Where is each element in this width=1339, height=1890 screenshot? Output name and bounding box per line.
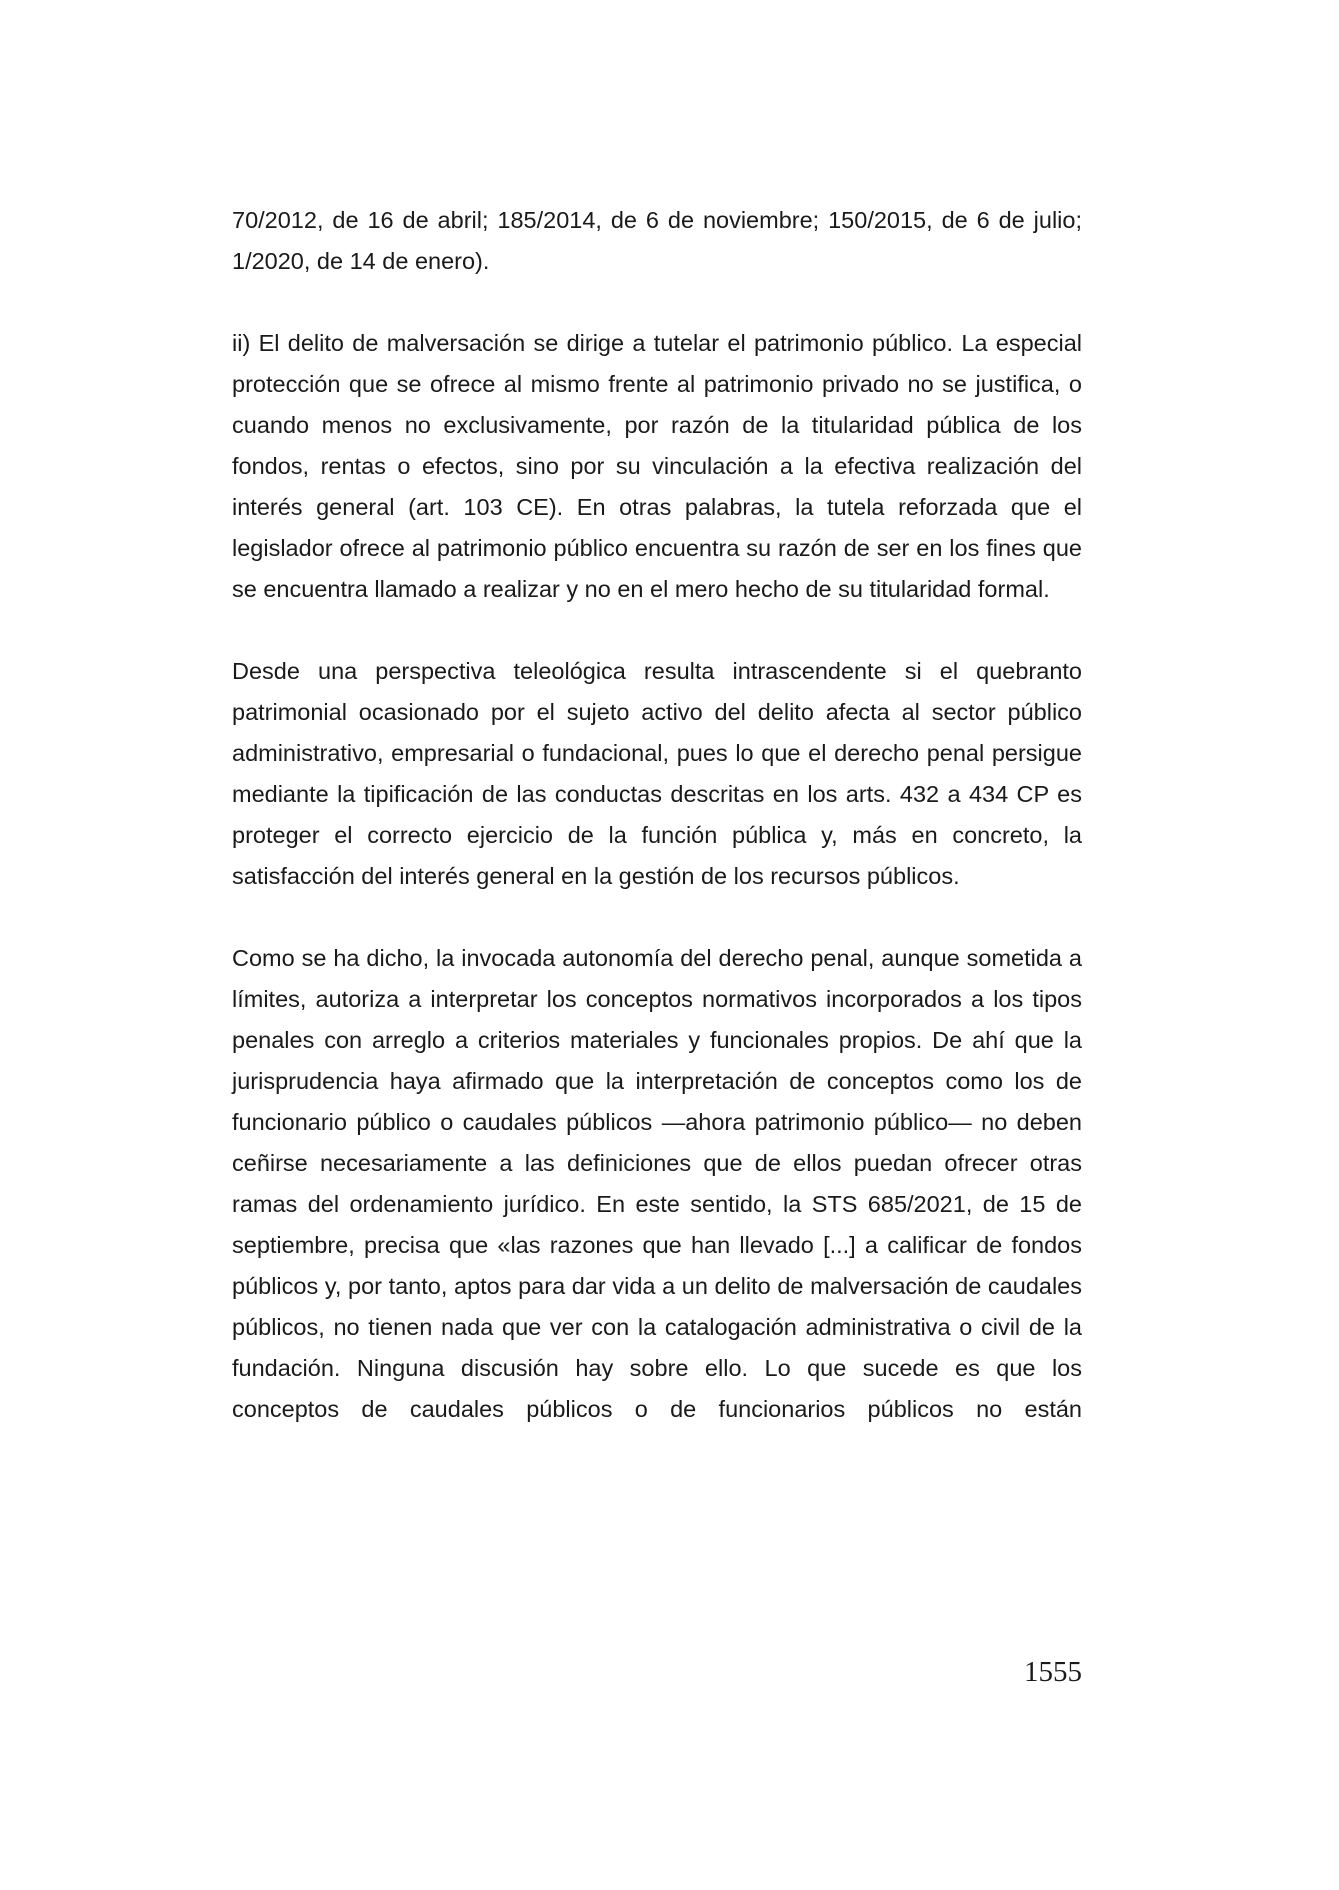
paragraph-malversacion-patrimonio: ii) El delito de malversación se dirige a tutelar el patrimonio público. La especial protección que se ofrece al mismo frente al patrimonio privado no se justifica, o cuando menos no exclusivamente, por razón de la titularidad pública de los fondos, rentas o efectos, sino por su vinculación a la efectiva realización del interés general (art. 103 CE). En otras palabras, la tutela reforzada que el legislador ofrece al patrimonio público encuentra su razón de ser en los fines que se encuentra llamado a realizar y no en el mero hecho de su titularidad formal. <box>232 330 1082 602</box>
paragraph-citation-continuation: 70/2012, de 16 de abril; 185/2014, de 6 de noviembre; 150/2015, de 6 de julio; 1/2020, de 14 de enero). <box>232 207 1082 274</box>
page-number: 1555 <box>1024 1656 1082 1688</box>
paragraph-perspectiva-teleologica: Desde una perspectiva teleológica resulta intrascendente si el quebranto patrimonial ocasionado por el sujeto activo del delito afecta al sector público administrativo, empresarial o fundacional, pues lo que el derecho penal persigue mediante la tipificación de las conductas descritas en los arts. 432 a 434 CP es proteger el correcto ejercicio de la función pública y, más en concreto, la satisfacción del interés general en la gestión de los recursos públicos. <box>232 658 1082 889</box>
paragraph-autonomia-derecho-penal: Como se ha dicho, la invocada autonomía del derecho penal, aunque sometida a límites, autoriza a interpretar los conceptos normativos incorporados a los tipos penales con arreglo a criterios materiales y funcionales propios. De ahí que la jurisprudencia haya afirmado que la interpretación de conceptos como los de funcionario público o caudales públicos —ahora patrimonio público— no deben ceñirse necesariamente a las definiciones que de ellos puedan ofrecer otras ramas del ordenamiento jurídico. En este sentido, la STS 685/2021, de 15 de septiembre, precisa que «las razones que han llevado [...] a calificar de fondos públicos y, por tanto, aptos para dar vida a un delito de malversación de caudales públicos, no tienen nada que ver con la catalogación administrativa o civil de la fundación. Ninguna discusión hay sobre ello. Lo que sucede es que los conceptos de caudales públicos o de funcionarios públicos no están <box>232 945 1082 1422</box>
document-body <box>232 200 1082 1471</box>
